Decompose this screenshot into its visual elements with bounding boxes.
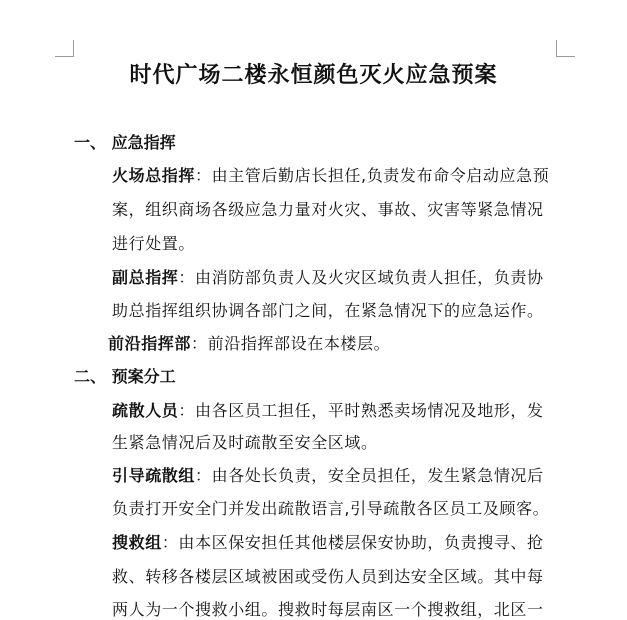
paragraph-frontline-line-1: 前沿指挥部：前沿指挥部设在本楼层。 (108, 334, 391, 353)
paragraph-rescue-group-line-1: 搜救组：由本区保安担任其他楼层保安协助，负责搜寻、抢 (112, 533, 544, 552)
term-label: 前沿指挥部 (108, 334, 192, 353)
term-label: 引导疏散组 (112, 466, 196, 485)
paragraph-deputy-line-1: 副总指挥：由消防部负责人及火灾区域负责人担任，负责协 (112, 268, 544, 287)
paragraph-commander-line-2: 案，组织商场各级应急力量对火灾、事故、灾害等紧急情况 (112, 200, 544, 219)
paragraph-evacuation-staff-line-1: 疏散人员：由各区员工担任，平时熟悉卖场情况及地形，发 (112, 401, 544, 420)
crop-mark-top-right (556, 40, 575, 57)
document-title: 时代广场二楼永恒颜色灭火应急预案 (129, 63, 498, 88)
paragraph-guide-group-line-1: 引导疏散组：由各处长负责，安全员担任，发生紧急情况后 (112, 466, 544, 485)
term-label: 火场总指挥 (112, 166, 196, 185)
paragraph-deputy-line-2: 助总指挥组织协调各部门之间，在紧急情况下的应急运作。 (112, 301, 544, 320)
term-label: 副总指挥 (112, 268, 179, 287)
term-label: 疏散人员 (112, 401, 179, 420)
crop-mark-top-left (55, 40, 74, 57)
section-heading-duties: 二、 预案分工 (74, 367, 176, 386)
term-label: 搜救组 (112, 533, 162, 552)
paragraph-guide-group-line-2: 负责打开安全门并发出疏散语言,引导疏散各区员工及顾客。 (112, 499, 550, 518)
paragraph-rescue-group-line-2: 救、转移各楼层区域被困或受伤人员到达安全区域。其中每 (112, 567, 544, 586)
paragraph-evacuation-staff-line-2: 生紧急情况后及时疏散至安全区域。 (112, 433, 378, 452)
paragraph-commander-line-3: 进行处置。 (112, 234, 196, 253)
paragraph-rescue-group-line-3: 两人为一个搜救小组。搜救时每层南区一个搜救组，北区一 (112, 600, 544, 619)
section-heading-command: 一、 应急指挥 (74, 133, 176, 152)
paragraph-commander-line-1: 火场总指挥：由主管后勤店长担任,负责发布命令启动应急预 (112, 166, 550, 185)
